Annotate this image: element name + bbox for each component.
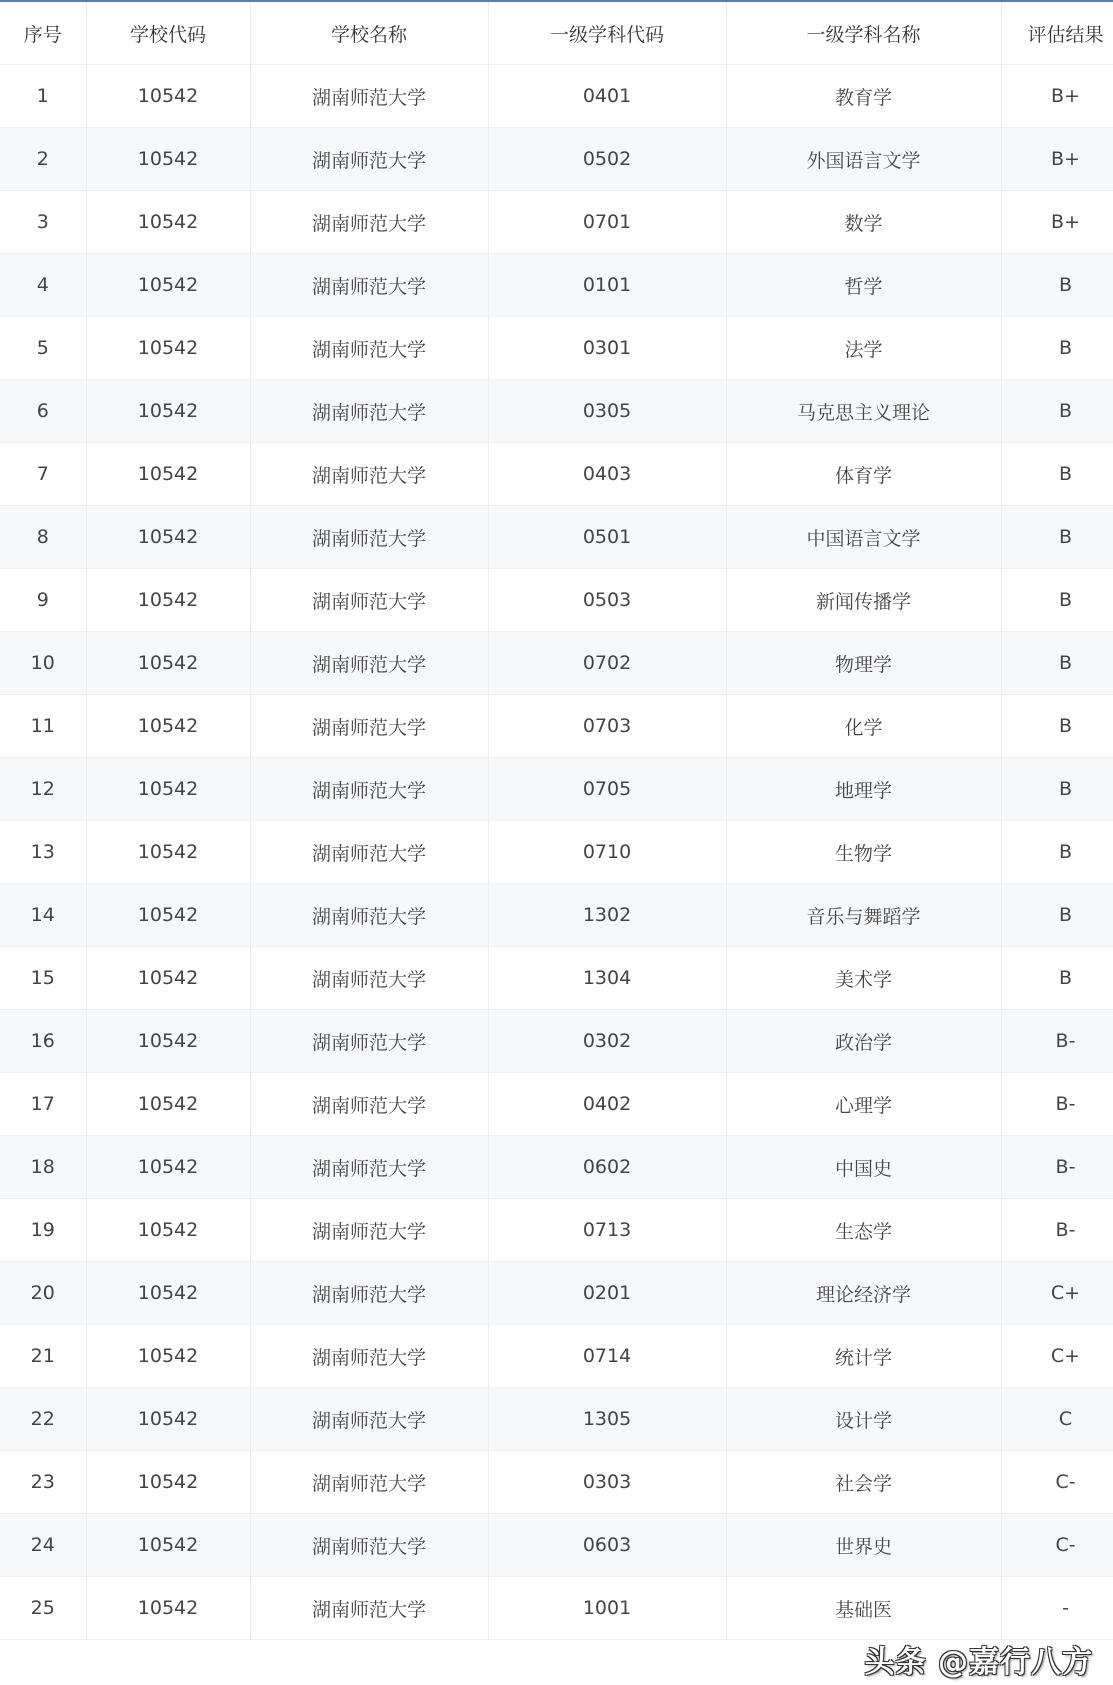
cell-index: 1 (0, 65, 86, 128)
cell-subject-name: 法学 (726, 317, 1001, 380)
cell-subject-name: 统计学 (726, 1325, 1001, 1388)
cell-subject-code: 0301 (488, 317, 726, 380)
table-row (0, 695, 1113, 758)
cell-result: B+ (1001, 65, 1113, 128)
cell-index: 24 (0, 1514, 86, 1577)
cell-subject-code: 0703 (488, 695, 726, 758)
cell-school-code: 10542 (86, 443, 250, 506)
cell-subject-name: 体育学 (726, 443, 1001, 506)
table-row (0, 65, 1113, 128)
header-school-name: 学校名称 (250, 2, 488, 65)
cell-result: B+ (1001, 191, 1113, 254)
cell-subject-name: 哲学 (726, 254, 1001, 317)
cell-subject-name: 世界史 (726, 1514, 1001, 1577)
cell-subject-code: 0714 (488, 1325, 726, 1388)
cell-subject-name: 外国语言文学 (726, 128, 1001, 191)
cell-subject-code: 0713 (488, 1199, 726, 1262)
cell-school-name: 湖南师范大学 (250, 254, 488, 317)
cell-subject-name: 基础医 (726, 1577, 1001, 1640)
cell-school-name: 湖南师范大学 (250, 1388, 488, 1451)
cell-school-name: 湖南师范大学 (250, 1325, 488, 1388)
cell-subject-name: 政治学 (726, 1010, 1001, 1073)
table-row (0, 1073, 1113, 1136)
cell-subject-code: 0701 (488, 191, 726, 254)
cell-school-code: 10542 (86, 884, 250, 947)
cell-result: B (1001, 884, 1113, 947)
cell-school-name: 湖南师范大学 (250, 1010, 488, 1073)
cell-result: B- (1001, 1073, 1113, 1136)
cell-result: C+ (1001, 1262, 1113, 1325)
table-row (0, 128, 1113, 191)
table-row (0, 1388, 1113, 1451)
table-row (0, 1010, 1113, 1073)
cell-school-name: 湖南师范大学 (250, 1262, 488, 1325)
table-row (0, 821, 1113, 884)
table-row (0, 569, 1113, 632)
table-row (0, 884, 1113, 947)
cell-index: 18 (0, 1136, 86, 1199)
cell-subject-name: 设计学 (726, 1388, 1001, 1451)
cell-school-name: 湖南师范大学 (250, 1451, 488, 1514)
cell-subject-code: 0201 (488, 1262, 726, 1325)
table-row (0, 380, 1113, 443)
cell-subject-name: 中国史 (726, 1136, 1001, 1199)
cell-result: B+ (1001, 128, 1113, 191)
cell-school-name: 湖南师范大学 (250, 569, 488, 632)
cell-result: B (1001, 506, 1113, 569)
cell-result: C- (1001, 1514, 1113, 1577)
cell-index: 2 (0, 128, 86, 191)
cell-school-name: 湖南师范大学 (250, 884, 488, 947)
cell-subject-code: 1001 (488, 1577, 726, 1640)
cell-result: B (1001, 632, 1113, 695)
table-row (0, 632, 1113, 695)
cell-result: B (1001, 443, 1113, 506)
cell-subject-code: 0705 (488, 758, 726, 821)
cell-result: B (1001, 254, 1113, 317)
cell-result: B (1001, 569, 1113, 632)
header-subject-code: 一级学科代码 (488, 2, 726, 65)
cell-result: B- (1001, 1136, 1113, 1199)
table-row (0, 758, 1113, 821)
cell-school-code: 10542 (86, 1262, 250, 1325)
cell-subject-name: 中国语言文学 (726, 506, 1001, 569)
header-result: 评估结果 (1001, 2, 1113, 65)
cell-subject-name: 社会学 (726, 1451, 1001, 1514)
cell-subject-code: 1304 (488, 947, 726, 1010)
table-row (0, 1451, 1113, 1514)
table-row (0, 1136, 1113, 1199)
cell-result: B- (1001, 1199, 1113, 1262)
cell-school-code: 10542 (86, 1514, 250, 1577)
cell-school-code: 10542 (86, 317, 250, 380)
cell-subject-name: 教育学 (726, 65, 1001, 128)
cell-school-code: 10542 (86, 1199, 250, 1262)
cell-school-name: 湖南师范大学 (250, 128, 488, 191)
cell-subject-code: 0502 (488, 128, 726, 191)
cell-school-code: 10542 (86, 758, 250, 821)
cell-index: 11 (0, 695, 86, 758)
cell-subject-code: 0503 (488, 569, 726, 632)
cell-subject-name: 音乐与舞蹈学 (726, 884, 1001, 947)
table-row (0, 1577, 1113, 1640)
cell-subject-code: 0603 (488, 1514, 726, 1577)
cell-index: 3 (0, 191, 86, 254)
cell-index: 17 (0, 1073, 86, 1136)
table-row (0, 506, 1113, 569)
table-row (0, 1262, 1113, 1325)
cell-subject-name: 数学 (726, 191, 1001, 254)
cell-index: 20 (0, 1262, 86, 1325)
cell-subject-code: 0101 (488, 254, 726, 317)
watermark: 头条 @嘉行八方 (864, 1645, 1093, 1680)
cell-school-code: 10542 (86, 1577, 250, 1640)
cell-result: C- (1001, 1451, 1113, 1514)
cell-school-code: 10542 (86, 821, 250, 884)
cell-school-name: 湖南师范大学 (250, 632, 488, 695)
cell-index: 25 (0, 1577, 86, 1640)
cell-school-code: 10542 (86, 569, 250, 632)
cell-school-code: 10542 (86, 1136, 250, 1199)
cell-result: B (1001, 821, 1113, 884)
cell-school-name: 湖南师范大学 (250, 191, 488, 254)
table-row (0, 317, 1113, 380)
table-row (0, 1514, 1113, 1577)
cell-index: 8 (0, 506, 86, 569)
cell-school-name: 湖南师范大学 (250, 1136, 488, 1199)
cell-school-code: 10542 (86, 1325, 250, 1388)
cell-school-name: 湖南师范大学 (250, 1073, 488, 1136)
cell-school-name: 湖南师范大学 (250, 758, 488, 821)
cell-result: B (1001, 317, 1113, 380)
table-row (0, 947, 1113, 1010)
cell-school-code: 10542 (86, 380, 250, 443)
cell-subject-code: 0501 (488, 506, 726, 569)
cell-result: B (1001, 758, 1113, 821)
cell-subject-code: 0702 (488, 632, 726, 695)
cell-school-name: 湖南师范大学 (250, 1199, 488, 1262)
cell-index: 5 (0, 317, 86, 380)
cell-subject-name: 生态学 (726, 1199, 1001, 1262)
cell-school-code: 10542 (86, 191, 250, 254)
table-header-row (0, 2, 1113, 65)
cell-subject-code: 0305 (488, 380, 726, 443)
cell-subject-code: 1305 (488, 1388, 726, 1451)
cell-subject-name: 新闻传播学 (726, 569, 1001, 632)
cell-index: 19 (0, 1199, 86, 1262)
cell-subject-name: 理论经济学 (726, 1262, 1001, 1325)
cell-subject-name: 心理学 (726, 1073, 1001, 1136)
cell-school-name: 湖南师范大学 (250, 695, 488, 758)
cell-subject-code: 0602 (488, 1136, 726, 1199)
cell-index: 22 (0, 1388, 86, 1451)
cell-school-code: 10542 (86, 65, 250, 128)
cell-school-name: 湖南师范大学 (250, 65, 488, 128)
cell-index: 21 (0, 1325, 86, 1388)
cell-result: - (1001, 1577, 1113, 1640)
cell-subject-code: 0710 (488, 821, 726, 884)
cell-subject-name: 美术学 (726, 947, 1001, 1010)
cell-school-code: 10542 (86, 1388, 250, 1451)
cell-school-name: 湖南师范大学 (250, 1514, 488, 1577)
cell-subject-code: 0303 (488, 1451, 726, 1514)
cell-index: 10 (0, 632, 86, 695)
cell-index: 9 (0, 569, 86, 632)
cell-school-code: 10542 (86, 1451, 250, 1514)
cell-result: C+ (1001, 1325, 1113, 1388)
cell-school-code: 10542 (86, 128, 250, 191)
cell-index: 15 (0, 947, 86, 1010)
table-row (0, 254, 1113, 317)
cell-index: 16 (0, 1010, 86, 1073)
cell-school-name: 湖南师范大学 (250, 506, 488, 569)
cell-result: B- (1001, 1010, 1113, 1073)
cell-school-name: 湖南师范大学 (250, 1577, 488, 1640)
cell-subject-code: 0402 (488, 1073, 726, 1136)
table-row (0, 191, 1113, 254)
cell-school-code: 10542 (86, 1073, 250, 1136)
cell-index: 13 (0, 821, 86, 884)
cell-index: 4 (0, 254, 86, 317)
cell-result: C (1001, 1388, 1113, 1451)
cell-school-code: 10542 (86, 695, 250, 758)
cell-school-name: 湖南师范大学 (250, 443, 488, 506)
cell-result: B (1001, 380, 1113, 443)
cell-school-code: 10542 (86, 1010, 250, 1073)
table-row (0, 1199, 1113, 1262)
cell-subject-name: 物理学 (726, 632, 1001, 695)
cell-school-code: 10542 (86, 632, 250, 695)
header-subject-name: 一级学科名称 (726, 2, 1001, 65)
cell-index: 12 (0, 758, 86, 821)
table-row (0, 1325, 1113, 1388)
cell-index: 23 (0, 1451, 86, 1514)
cell-school-name: 湖南师范大学 (250, 947, 488, 1010)
cell-subject-code: 1302 (488, 884, 726, 947)
header-index: 序号 (0, 2, 86, 65)
cell-subject-code: 0403 (488, 443, 726, 506)
cell-subject-name: 马克思主义理论 (726, 380, 1001, 443)
cell-result: B (1001, 695, 1113, 758)
cell-result: B (1001, 947, 1113, 1010)
cell-school-name: 湖南师范大学 (250, 317, 488, 380)
cell-school-code: 10542 (86, 254, 250, 317)
cell-index: 7 (0, 443, 86, 506)
cell-school-name: 湖南师范大学 (250, 821, 488, 884)
cell-index: 14 (0, 884, 86, 947)
cell-school-name: 湖南师范大学 (250, 380, 488, 443)
cell-subject-name: 生物学 (726, 821, 1001, 884)
cell-subject-code: 0302 (488, 1010, 726, 1073)
cell-subject-name: 化学 (726, 695, 1001, 758)
table-row (0, 443, 1113, 506)
cell-subject-name: 地理学 (726, 758, 1001, 821)
cell-subject-code: 0401 (488, 65, 726, 128)
header-school-code: 学校代码 (86, 2, 250, 65)
evaluation-table (0, 2, 1113, 1640)
cell-index: 6 (0, 380, 86, 443)
cell-school-code: 10542 (86, 947, 250, 1010)
cell-school-code: 10542 (86, 506, 250, 569)
